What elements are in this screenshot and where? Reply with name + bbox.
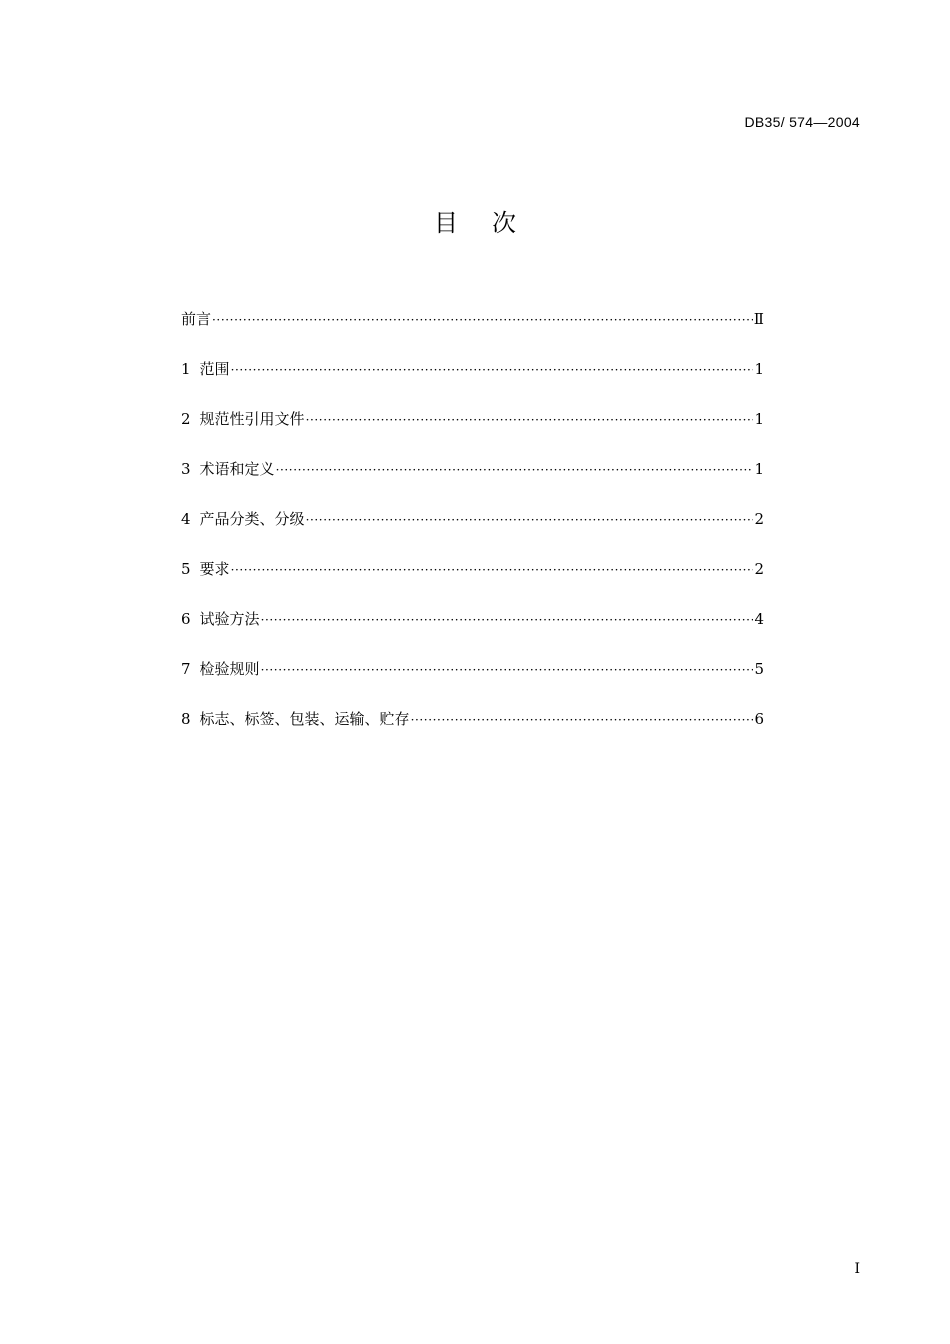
toc-entry-label: 产品分类、分级 <box>199 510 305 528</box>
toc-entry-number: 7 <box>181 660 191 678</box>
page-number: I <box>854 1261 860 1277</box>
toc-entry-inspection-rules[interactable] <box>181 656 764 706</box>
toc-entry-number: 1 <box>181 360 191 378</box>
toc-entry-test-methods[interactable] <box>181 606 764 656</box>
table-of-contents <box>181 306 764 756</box>
toc-dot-leader <box>231 357 754 383</box>
toc-entry-requirements[interactable] <box>181 556 764 606</box>
toc-entry-classification[interactable] <box>181 506 764 556</box>
toc-entry-scope[interactable] <box>181 356 764 406</box>
toc-entry-number: 6 <box>181 610 191 628</box>
toc-entry-page: 1 <box>754 360 764 378</box>
toc-entry-marking-packaging[interactable] <box>181 706 764 756</box>
toc-entry-number: 8 <box>181 710 191 728</box>
toc-entry-label: 标志、标签、包装、运输、贮存 <box>199 710 410 728</box>
toc-entry-page: 5 <box>754 660 764 678</box>
toc-entry-page: 6 <box>754 710 764 728</box>
toc-entry-terms-definitions[interactable] <box>181 456 764 506</box>
toc-dot-leader <box>261 607 754 633</box>
toc-entry-label: 术语和定义 <box>199 460 275 478</box>
toc-entry-page: Ⅱ <box>753 310 764 328</box>
toc-entry-label: 范围 <box>199 360 230 378</box>
toc-entry-page: 2 <box>754 510 764 528</box>
toc-entry-number: 4 <box>181 510 191 528</box>
toc-entry-label: 检验规则 <box>199 660 260 678</box>
toc-entry-page: 2 <box>754 560 764 578</box>
toc-dot-leader <box>231 557 754 583</box>
toc-dot-leader <box>306 407 754 433</box>
document-code: DB35/ 574—2004 <box>744 114 860 130</box>
toc-dot-leader <box>276 457 754 483</box>
toc-entry-normative-references[interactable] <box>181 406 764 456</box>
toc-dot-leader <box>306 507 754 533</box>
toc-dot-leader <box>261 657 754 683</box>
toc-entry-number: 5 <box>181 560 191 578</box>
toc-entry-page: 1 <box>754 410 764 428</box>
toc-entry-number: 3 <box>181 460 191 478</box>
toc-dot-leader <box>411 707 754 733</box>
toc-entry-page: 1 <box>754 460 764 478</box>
toc-entry-label: 前言 <box>181 310 212 328</box>
page-title: 目次 <box>434 209 550 237</box>
toc-entry-label: 试验方法 <box>199 610 260 628</box>
toc-entry-label: 要求 <box>199 560 230 578</box>
toc-entry-number: 2 <box>181 410 191 428</box>
toc-entry-label: 规范性引用文件 <box>199 410 305 428</box>
toc-dot-leader <box>212 307 753 333</box>
toc-entry-page: 4 <box>754 610 764 628</box>
toc-entry-foreword[interactable] <box>181 306 764 356</box>
